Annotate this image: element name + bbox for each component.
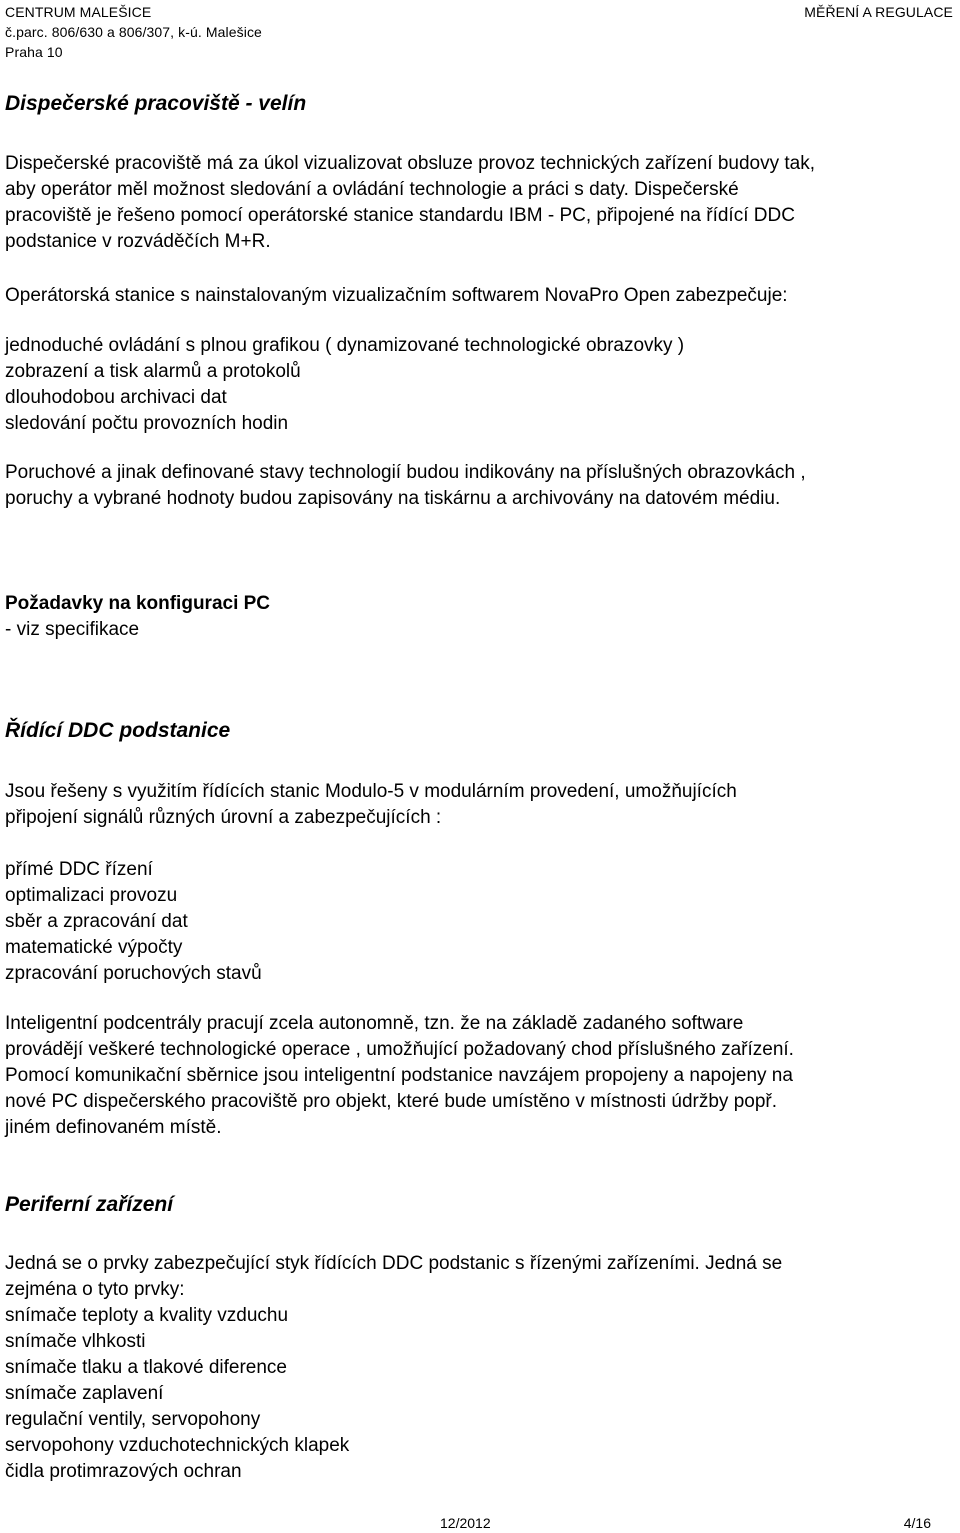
feature-list [5,333,957,437]
header-city: Praha 10 [5,44,63,60]
paragraph-line: aby operátor měl možnost sledování a ovládání technologie a práci s daty. Dispečerské [5,179,739,200]
pc-config-heading: Požadavky na konfiguraci PC [5,593,271,614]
peripheral-heading: Periferní zařízení [5,1193,174,1216]
list-item: snímače teploty a kvality vzduchu [5,1305,289,1326]
list-item: matematické výpočty [5,937,183,958]
header-project-name: CENTRUM MALEŠICE [5,4,152,20]
list-item: optimalizaci provozu [5,885,178,906]
list-item: dlouhodobou archivaci dat [5,387,227,408]
footer-page-number: 4/16 [903,1515,931,1531]
paragraph-line: Inteligentní podcentrály pracují zcela autonomně, tzn. že na základě zadaného software [5,1013,744,1034]
ddc-intro [5,779,957,831]
software-line: Operátorská stanice s nainstalovaným vizualizačním softwarem NovaPro Open zabezpečuje: [5,285,788,306]
paragraph-line: pracoviště je řešeno pomocí operátorské stanice standardu IBM - PC, připojené na řídící DDC [5,205,795,226]
list-item: snímače zaplavení [5,1383,164,1404]
paragraph-line: provádějí veškeré technologické operace , umožňující požadovaný chod příslušného zařízení. [5,1039,794,1060]
list-item: zobrazení a tisk alarmů a protokolů [5,361,301,382]
header-discipline: MĚŘENÍ A REGULACE [804,4,953,20]
paragraph-line: Dispečerské pracoviště má za úkol vizualizovat obsluze provoz technických zařízení budovy tak, [5,153,815,174]
pc-config-text: - viz specifikace [5,619,140,640]
paragraph-line: podstanice v rozváděčích M+R. [5,231,271,252]
paragraph-line: poruchy a vybrané hodnoty budou zapisovány na tiskárnu a archivovány na datovém médiu. [5,488,781,509]
dispatch-heading: Dispečerské pracoviště - velín [5,92,307,115]
list-item: snímače tlaku a tlakové diference [5,1357,287,1378]
list-item: zpracování poruchových stavů [5,963,262,984]
ddc-function-list [5,857,957,987]
ddc-detail-paragraph [5,1011,957,1141]
list-item: jednoduché ovládání s plnou grafikou ( dynamizované technologické obrazovky ) [5,335,685,356]
faults-paragraph [5,460,957,512]
list-item: přímé DDC řízení [5,859,153,880]
paragraph-line: Poruchové a jinak definované stavy technologií budou indikovány na příslušných obrazovkách , [5,462,806,483]
paragraph-line: zejména o tyto prvky: [5,1279,185,1300]
peripheral-list [5,1251,957,1485]
list-item: sledování počtu provozních hodin [5,413,289,434]
paragraph-line: jiném definovaném místě. [5,1117,222,1138]
list-item: sběr a zpracování dat [5,911,188,932]
paragraph-line: Jedná se o prvky zabezpečující styk řídících DDC podstanic s řízenými zařízeními. Jedná se [5,1253,783,1274]
list-item: snímače vlhkosti [5,1331,146,1352]
header-parcel: č.parc. 806/630 a 806/307, k-ú. Malešice [5,24,262,40]
paragraph-line: připojení signálů různých úrovní a zabezpečujících : [5,807,442,828]
dispatch-intro [5,151,957,255]
paragraph-line: Jsou řešeny s využitím řídících stanic Modulo-5 v modulárním provedení, umožňujících [5,781,737,802]
list-item: čidla protimrazových ochran [5,1461,242,1482]
list-item: regulační ventily, servopohony [5,1409,261,1430]
header-project-info [5,2,262,62]
paragraph-line: Pomocí komunikační sběrnice jsou inteligentní podstanice navzájem propojeny a napojeny na [5,1065,793,1086]
list-item: servopohony vzduchotechnických klapek [5,1435,350,1456]
ddc-heading: Řídící DDC podstanice [5,719,231,742]
footer-date: 12/2012 [440,1515,491,1531]
paragraph-line: nové PC dispečerského pracoviště pro objekt, které bude umístěno v místnosti údržby popř. [5,1091,778,1112]
